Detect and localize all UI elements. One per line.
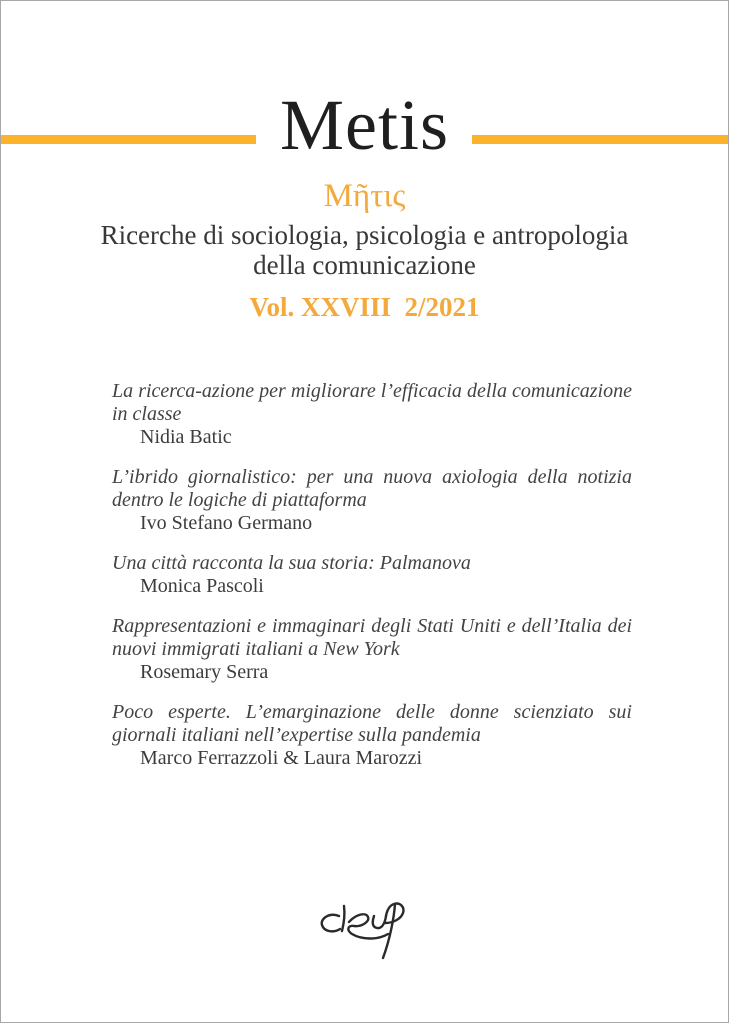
cleup-logo (313, 896, 413, 968)
article-title: La ricerca-azione per migliorare l’efficacia della comunicazione in classe (112, 380, 632, 425)
article-authors: Rosemary Serra (140, 661, 269, 683)
article-authors: Ivo Stefano Germano (140, 512, 313, 534)
toc-entry (112, 552, 632, 598)
article-title: Una città racconta la sua storia: Palmanova (112, 552, 471, 574)
table-of-contents (112, 380, 632, 787)
journal-subtitle-line2: della comunicazione (253, 250, 476, 280)
toc-entry (112, 380, 632, 449)
volume-issue-label: Vol. XXVIII 2/2021 (249, 292, 480, 322)
journal-title: Metis (279, 85, 449, 165)
article-title: L’ibrido giornalistico: per una nuova axiologia della notizia dentro le logiche di piattaforma (112, 466, 632, 511)
article-authors: Marco Ferrazzoli & Laura Marozzi (140, 747, 423, 769)
toc-entry (112, 615, 632, 684)
journal-greek-title: Μῆτις (323, 178, 406, 214)
article-title: Rappresentazioni e immaginari degli Stati Uniti e dell’Italia dei nuovi immigrati italiani a New York (112, 615, 632, 660)
article-authors: Nidia Batic (140, 426, 232, 448)
journal-subtitle-line1: Ricerche di sociologia, psicologia e antropologia (100, 220, 629, 250)
article-authors: Monica Pascoli (140, 575, 264, 597)
journal-subtitle (1, 220, 728, 280)
article-title: Poco esperte. L’emarginazione delle donne scienziato sui giornali italiani nell’expertise sulla pandemia (112, 701, 632, 746)
toc-entry (112, 701, 632, 770)
toc-entry (112, 466, 632, 535)
